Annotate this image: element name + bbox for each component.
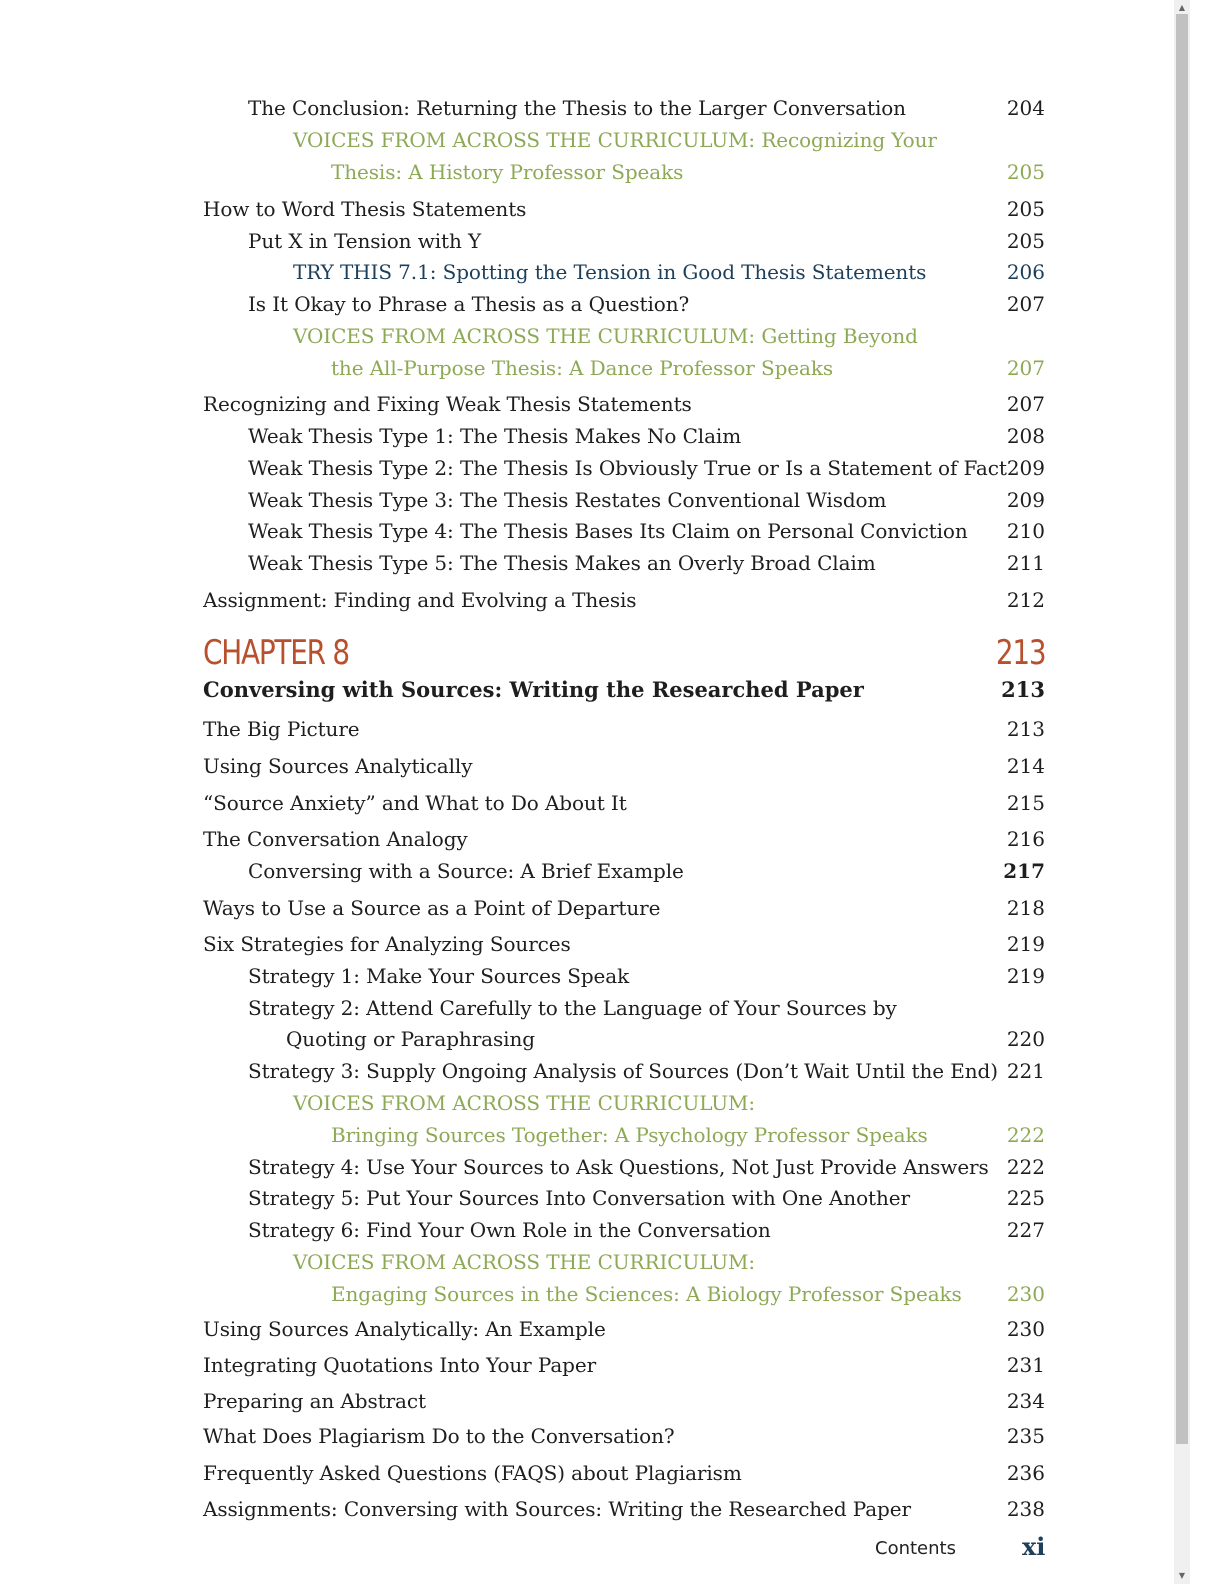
toc-entry-title: Is It Okay to Phrase a Thesis as a Question? [248,292,690,316]
toc-entry-page: 212 [1006,588,1045,612]
chapter-label: CHAPTER 8 [203,633,349,673]
toc-entry[interactable] [0,1214,1174,1246]
toc-entry[interactable] [0,823,1174,855]
toc-entry-page: 211 [1006,551,1045,575]
toc-entry-title: Weak Thesis Type 5: The Thesis Makes an Overly Broad Claim [248,551,876,575]
toc-entry[interactable] [0,787,1174,819]
toc-entry[interactable] [0,750,1174,782]
toc-entry-title: VOICES FROM ACROSS THE CURRICULUM: [293,1250,756,1274]
toc-entry-title: Using Sources Analytically: An Example [203,1317,606,1341]
toc-entry[interactable] [0,1182,1174,1214]
toc-entry[interactable] [0,960,1174,992]
toc-entry-title: Strategy 3: Supply Ongoing Analysis of Sources (Don’t Wait Until the End) [248,1059,998,1083]
toc-entry[interactable] [0,855,1174,887]
toc-entry-page: 207 [1006,392,1045,416]
toc-entry[interactable] [0,256,1174,288]
toc-entry[interactable] [0,1119,1174,1151]
toc-entry-page: 227 [1006,1218,1045,1242]
toc-entry[interactable] [0,420,1174,452]
toc-entry-title: Engaging Sources in the Sciences: A Biology Professor Speaks [331,1282,962,1306]
toc-entry-title: Frequently Asked Questions (FAQS) about Plagiarism [203,1461,742,1485]
toc-entry-title: Recognizing and Fixing Weak Thesis Statements [203,392,692,416]
scrollbar-thumb[interactable] [1176,14,1188,1444]
toc-entry[interactable] [0,1313,1174,1345]
toc-entry-title: What Does Plagiarism Do to the Conversation? [203,1424,675,1448]
toc-entry-title: Weak Thesis Type 1: The Thesis Makes No Claim [248,424,742,448]
toc-entry[interactable] [0,225,1174,257]
toc-entry-page: 210 [1006,519,1045,543]
toc-entry-title: “Source Anxiety” and What to Do About It [203,791,627,815]
toc-entry-title: Strategy 4: Use Your Sources to Ask Questions, Not Just Provide Answers [248,1155,989,1179]
toc-entry[interactable] [0,892,1174,924]
toc-entry-page: 216 [1006,827,1045,851]
toc-entry[interactable] [0,713,1174,745]
toc-entry[interactable] [0,992,1174,1024]
toc-entry-title: The Conversation Analogy [203,827,468,851]
toc-entry-title: Put X in Tension with Y [248,229,482,253]
toc-entry-page: 213 [1006,717,1045,741]
chapter-page-number: 213 [995,633,1045,673]
toc-entry-page: 215 [1006,791,1045,815]
toc-entry-title: How to Word Thesis Statements [203,197,527,221]
toc-entry[interactable] [0,124,1174,156]
chapter-title: Conversing with Sources: Writing the Researched Paper [203,677,864,702]
toc-entry-page: 219 [1006,964,1045,988]
toc-entry-title: Assignment: Finding and Evolving a Thesis [203,588,637,612]
toc-entry-title: Assignments: Conversing with Sources: Writing the Researched Paper [203,1497,911,1521]
toc-entry-title: The Conclusion: Returning the Thesis to the Larger Conversation [248,96,906,120]
scroll-down-icon[interactable]: ▼ [1178,1571,1186,1580]
chapter-title-row[interactable] [0,676,1174,706]
toc-entry[interactable] [0,1023,1174,1055]
toc-entry[interactable] [0,584,1174,616]
toc-entry-title: Strategy 5: Put Your Sources Into Conversation with One Another [248,1186,910,1210]
toc-entry-page: 209 [1006,488,1045,512]
toc-entry[interactable] [0,928,1174,960]
toc-entry-page: 209 [1006,456,1045,480]
toc-entry-page: 225 [1006,1186,1045,1210]
toc-entry-page: 214 [1006,754,1045,778]
toc-entry-title: Weak Thesis Type 4: The Thesis Bases Its Claim on Personal Conviction [248,519,968,543]
toc-entry-title: Strategy 2: Attend Carefully to the Language of Your Sources by [248,996,897,1020]
toc-entry[interactable] [0,1349,1174,1381]
toc-entry[interactable] [0,1493,1174,1525]
toc-entry-title: Ways to Use a Source as a Point of Departure [203,896,661,920]
toc-entry-page: 208 [1006,424,1045,448]
toc-entry[interactable] [0,515,1174,547]
toc-entry-title: VOICES FROM ACROSS THE CURRICULUM: Getting Beyond [293,324,918,348]
toc-entry[interactable] [0,1246,1174,1278]
toc-entry-title: VOICES FROM ACROSS THE CURRICULUM: Recognizing Your [293,128,937,152]
toc-entry-page: 222 [1006,1155,1045,1179]
toc-entry-title: Conversing with a Source: A Brief Example [248,859,684,883]
toc-entry-title: Using Sources Analytically [203,754,473,778]
toc-entry-title: TRY THIS 7.1: Spotting the Tension in Good Thesis Statements [293,260,927,284]
toc-entry-title: The Big Picture [203,717,360,741]
toc-entry-page: 238 [1006,1497,1045,1521]
toc-entry-title: the All-Purpose Thesis: A Dance Professor Speaks [331,356,834,380]
footer-label: Contents [875,1538,956,1559]
toc-entry[interactable] [0,156,1174,188]
toc-entry[interactable] [0,1278,1174,1310]
toc-entry[interactable] [0,388,1174,420]
toc-entry-page: 218 [1006,896,1045,920]
toc-entry-title: Strategy 1: Make Your Sources Speak [248,964,630,988]
toc-entry-page: 236 [1006,1461,1045,1485]
toc-entry[interactable] [0,1151,1174,1183]
toc-entry-title: Strategy 6: Find Your Own Role in the Conversation [248,1218,771,1242]
toc-entry[interactable] [0,288,1174,320]
toc-entry-page: 205 [1006,160,1045,184]
toc-entry[interactable] [0,193,1174,225]
toc-entry-page: 205 [1006,197,1045,221]
toc-entry-title: Weak Thesis Type 3: The Thesis Restates Conventional Wisdom [248,488,887,512]
toc-entry[interactable] [0,1420,1174,1452]
toc-entry[interactable] [0,1087,1174,1119]
toc-entry-page: 205 [1006,229,1045,253]
toc-entry-page: 220 [1006,1027,1045,1051]
toc-entry[interactable] [0,92,1174,124]
chapter-title-page: 213 [1001,677,1045,702]
toc-entry[interactable] [0,352,1174,384]
toc-entry-page: 207 [1006,292,1045,316]
toc-entry[interactable] [0,1457,1174,1489]
toc-entry-page: 207 [1006,356,1045,380]
toc-entry-page: 231 [1006,1353,1045,1377]
toc-entry-title: Six Strategies for Analyzing Sources [203,932,571,956]
toc-entry-title: VOICES FROM ACROSS THE CURRICULUM: [293,1091,756,1115]
toc-entry[interactable] [0,547,1174,579]
toc-entry-page: 219 [1006,932,1045,956]
toc-entry-page: 230 [1006,1317,1045,1341]
toc-entry-page: 222 [1006,1123,1045,1147]
toc-entry-title: Integrating Quotations Into Your Paper [203,1353,597,1377]
toc-entry-page: 235 [1006,1424,1045,1448]
toc-entry[interactable] [0,1385,1174,1417]
toc-entry-page: 217 [1003,859,1045,883]
toc-entry-page: 234 [1006,1389,1045,1413]
toc-entry-page: 204 [1006,96,1045,120]
toc-entry[interactable] [0,1055,1174,1087]
toc-entry-title: Thesis: A History Professor Speaks [331,160,684,184]
toc-entry[interactable] [0,484,1174,516]
scroll-up-icon[interactable]: ▲ [1178,3,1186,12]
toc-entry-page: 230 [1006,1282,1045,1306]
toc-entry-page: 206 [1006,260,1045,284]
toc-entry-title: Preparing an Abstract [203,1389,426,1413]
toc-entry-title: Weak Thesis Type 2: The Thesis Is Obviously True or Is a Statement of Fact [248,456,1007,480]
toc-entry[interactable] [0,452,1174,484]
toc-entry-page: 221 [1006,1059,1045,1083]
toc-entry[interactable] [0,320,1174,352]
footer-page-numeral: xi [1022,1532,1046,1561]
toc-entry-title: Bringing Sources Together: A Psychology Professor Speaks [331,1123,928,1147]
toc-entry-title: Quoting or Paraphrasing [286,1027,535,1051]
chapter-heading [0,632,1174,674]
